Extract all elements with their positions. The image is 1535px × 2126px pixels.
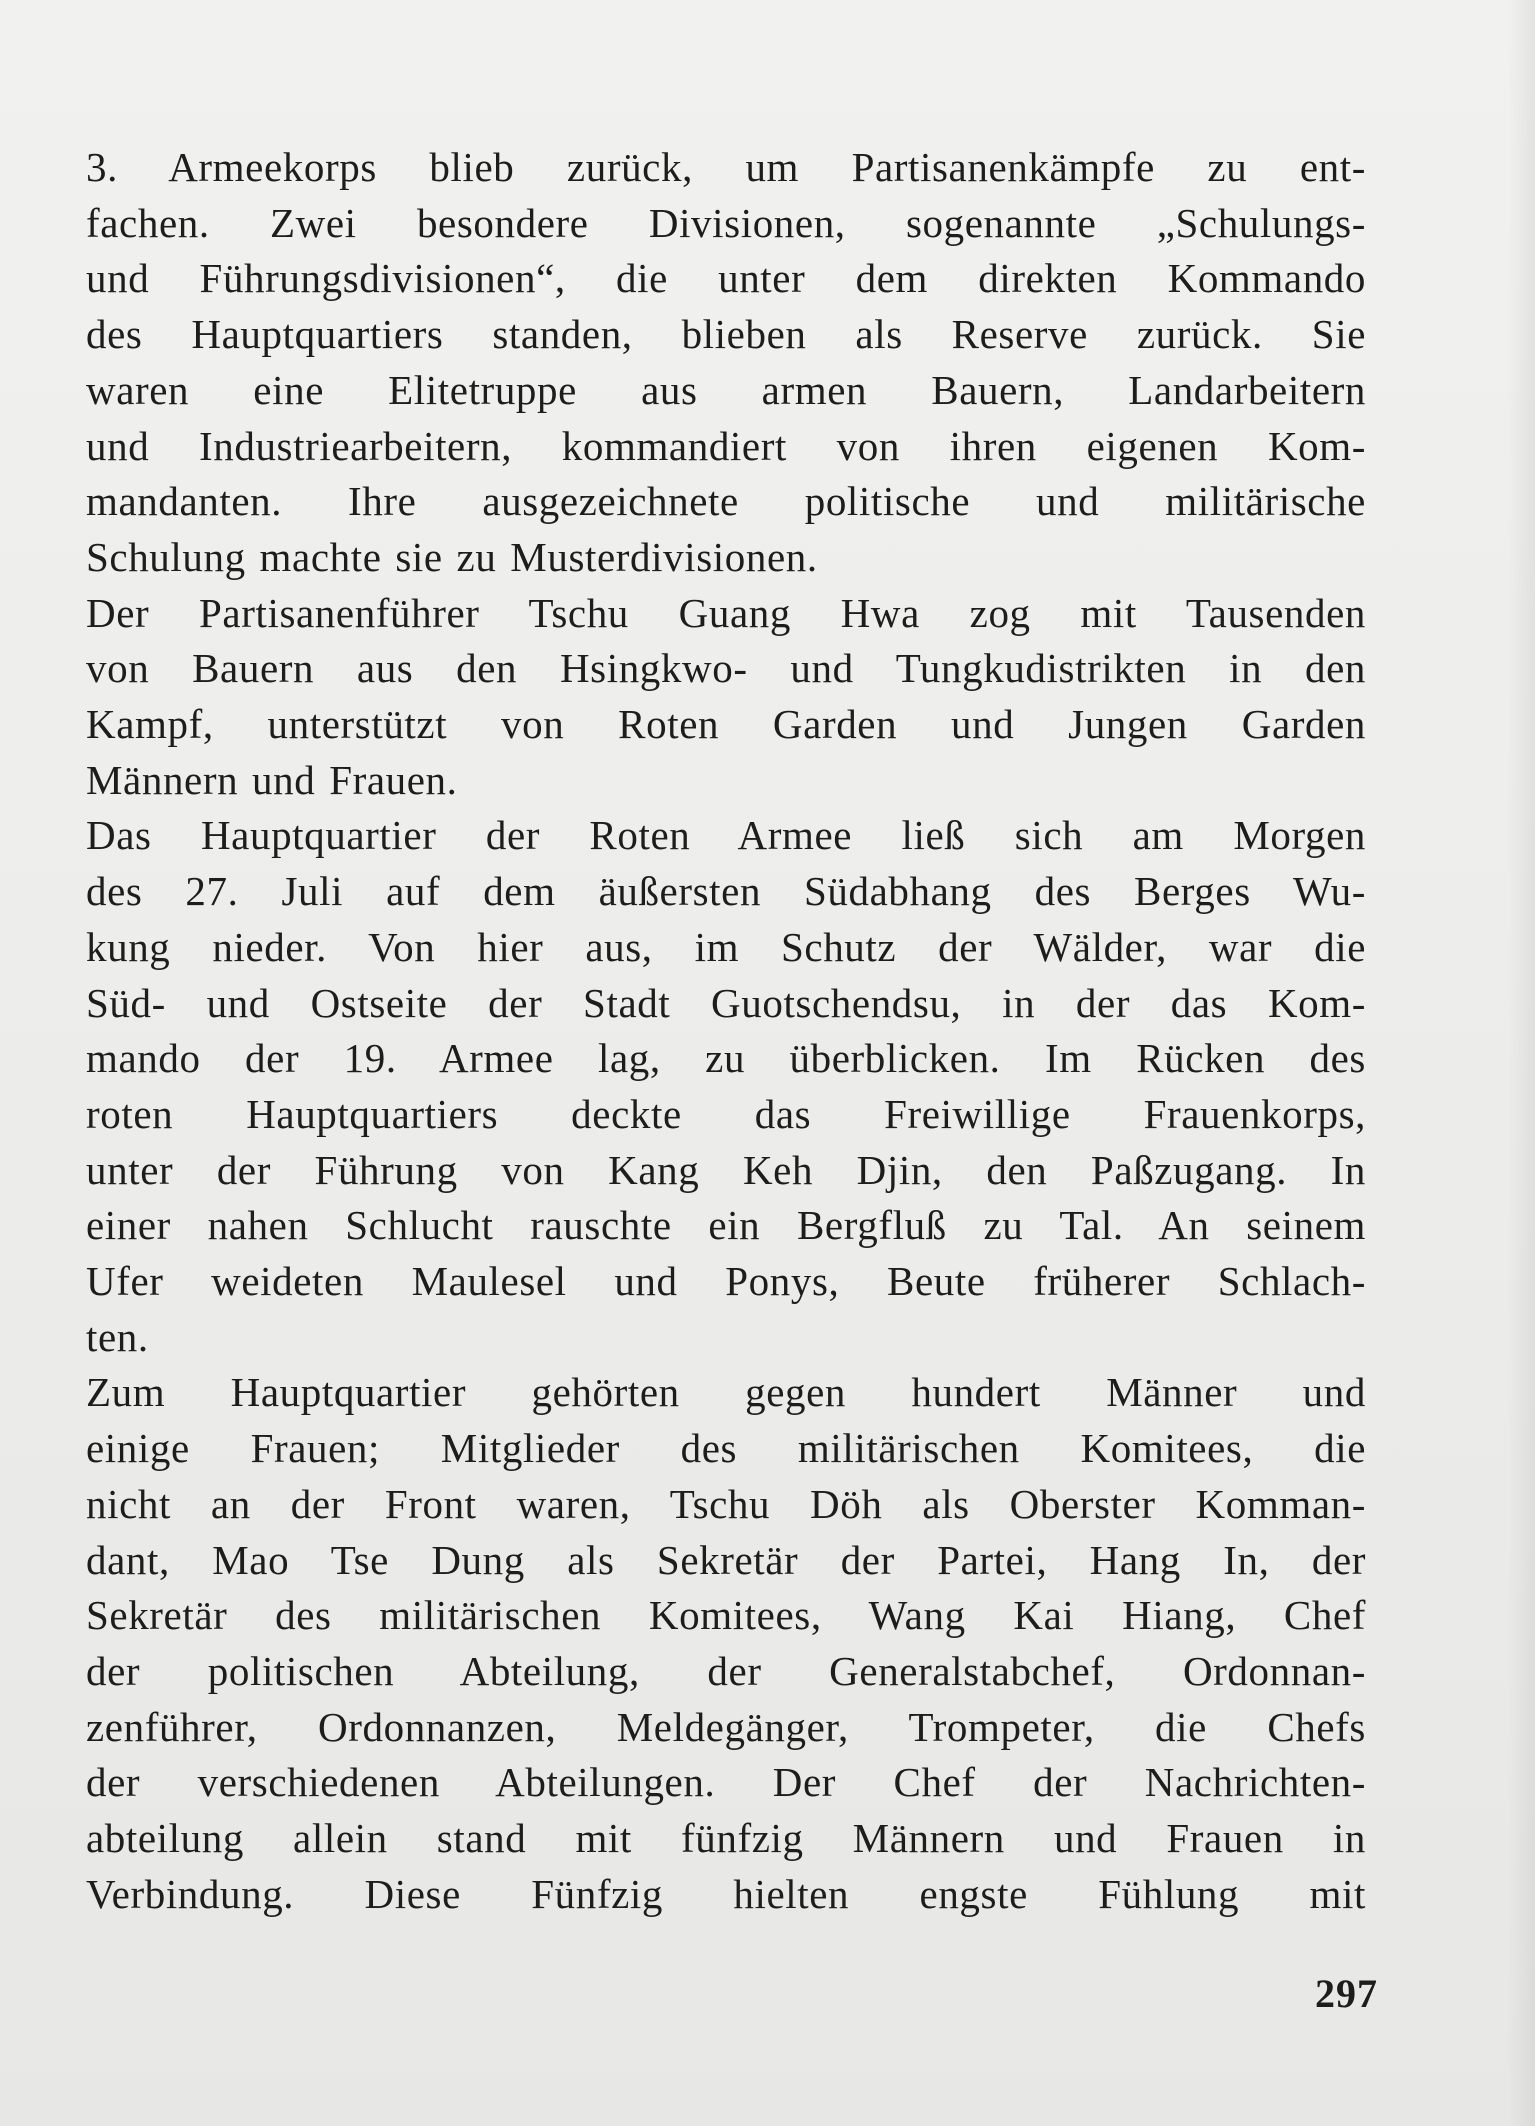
text-line: Ufer weideten Maulesel und Ponys, Beute früherer Schlach- xyxy=(86,1258,1366,1305)
text-line: und Industriearbeitern, kommandiert von ihren eigenen Kom- xyxy=(86,422,1366,469)
text-line: zenführer, Ordonnanzen, Meldegänger, Trompeter, die Chefs xyxy=(86,1703,1366,1750)
text-line: Der Partisanenführer Tschu Guang Hwa zog mit Tausenden xyxy=(86,589,1366,636)
paragraph xyxy=(86,140,1366,586)
text-line: mando der 19. Armee lag, zu überblicken. Im Rücken des xyxy=(86,1035,1366,1082)
text-line: der politischen Abteilung, der Generalstabchef, Ordonnan- xyxy=(86,1647,1366,1694)
text-line: Verbindung. Diese Fünfzig hielten engste Fühlung mit xyxy=(86,1870,1366,1917)
text-line: kung nieder. Von hier aus, im Schutz der Wälder, war die xyxy=(86,923,1366,970)
text-line: Das Hauptquartier der Roten Armee ließ sich am Morgen xyxy=(86,812,1366,859)
text-line: waren eine Elitetruppe aus armen Bauern, Landarbeitern xyxy=(86,366,1366,413)
page-edge-shadow xyxy=(1507,0,1535,2126)
text-line: Kampf, unterstützt von Roten Garden und Jungen Garden xyxy=(86,701,1366,748)
text-line: Süd- und Ostseite der Stadt Guotschendsu, in der das Kom- xyxy=(86,979,1366,1026)
text-line: Zum Hauptquartier gehörten gegen hundert Männer und xyxy=(86,1369,1366,1416)
text-line: fachen. Zwei besondere Divisionen, sogenannte „Schulungs- xyxy=(86,199,1366,246)
text-line: mandanten. Ihre ausgezeichnete politische und militärische xyxy=(86,478,1366,525)
text-line: Sekretär des militärischen Komitees, Wang Kai Hiang, Chef xyxy=(86,1592,1366,1639)
paragraph xyxy=(86,1365,1366,1922)
text-line: des 27. Juli auf dem äußersten Südabhang des Berges Wu- xyxy=(86,868,1366,915)
text-line: abteilung allein stand mit fünfzig Männern und Frauen in xyxy=(86,1815,1366,1862)
page-number: 297 xyxy=(1315,1971,1378,2016)
text-line: 3. Armeekorps blieb zurück, um Partisanenkämpfe zu ent- xyxy=(86,144,1366,190)
text-line: von Bauern aus den Hsingkwo- und Tungkudistrikten in den xyxy=(86,645,1366,692)
text-line: der verschiedenen Abteilungen. Der Chef der Nachrichten- xyxy=(86,1759,1366,1806)
text-line: einige Frauen; Mitglieder des militärischen Komitees, die xyxy=(86,1425,1366,1472)
text-line: des Hauptquartiers standen, blieben als Reserve zurück. Sie xyxy=(86,311,1366,358)
paragraph xyxy=(86,808,1366,1365)
text-line: Schulung machte sie zu Musterdivisionen. xyxy=(86,533,818,580)
text-line: roten Hauptquartiers deckte das Freiwillige Frauenkorps, xyxy=(86,1090,1366,1137)
text-line: unter der Führung von Kang Keh Djin, den Paßzugang. In xyxy=(86,1146,1366,1193)
paragraph xyxy=(86,586,1366,809)
text-line: und Führungsdivisionen“, die unter dem direkten Kommando xyxy=(86,255,1366,302)
body-text xyxy=(86,140,1366,1923)
text-line: Männern und Frauen. xyxy=(86,756,458,803)
text-line: einer nahen Schlucht rauschte ein Bergfluß zu Tal. An seinem xyxy=(86,1202,1366,1249)
text-line: nicht an der Front waren, Tschu Döh als Oberster Komman- xyxy=(86,1480,1366,1527)
text-line: dant, Mao Tse Dung als Sekretär der Partei, Hang In, der xyxy=(86,1536,1366,1583)
text-line: ten. xyxy=(86,1313,149,1360)
